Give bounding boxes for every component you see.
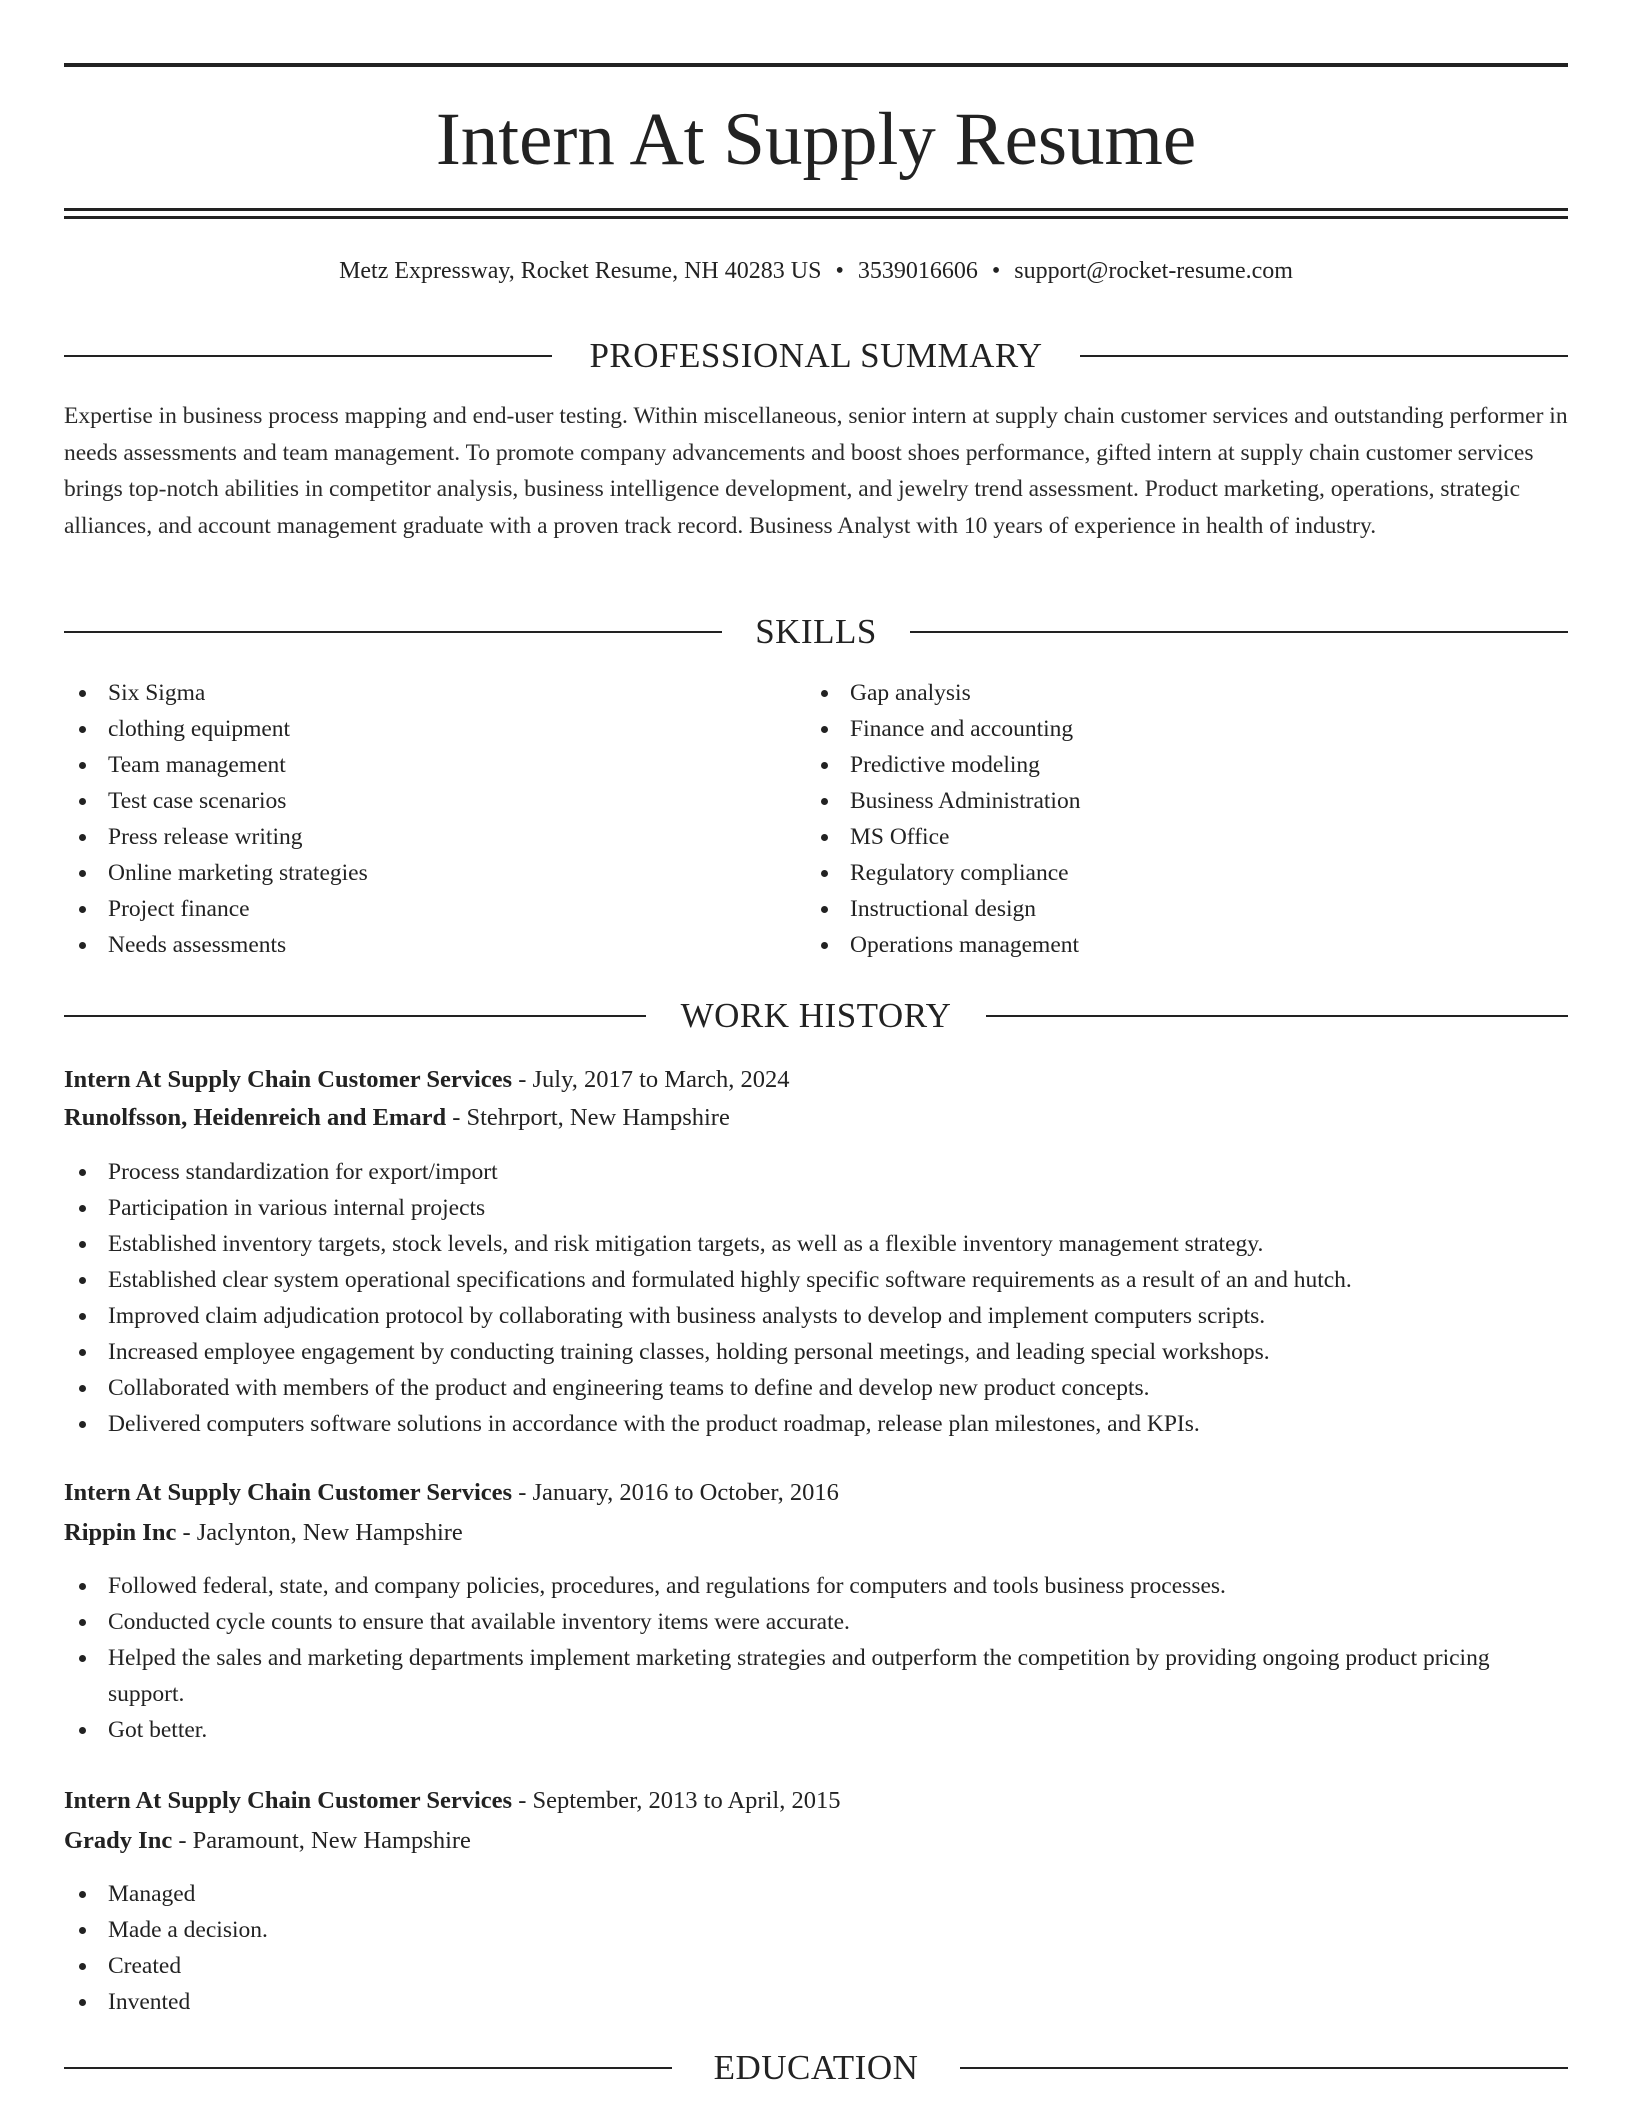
skills-column-right (806, 675, 1506, 963)
job-title-line (64, 1061, 790, 1099)
skill-item: Project finance (64, 891, 764, 927)
title-rule-lower (64, 216, 1568, 219)
duty-item: Helped the sales and marketing departments implement marketing strategies and outperform the competition by providing ongoing product pricing support. (64, 1640, 1568, 1712)
skill-item: Operations management (806, 927, 1506, 963)
job-title-line (64, 1782, 840, 1820)
skill-item: Online marketing strategies (64, 855, 764, 891)
duty-item: Increased employee engagement by conducting training classes, holding personal meetings, and leading special workshops. (64, 1334, 1568, 1370)
section-title: WORK HISTORY (649, 996, 984, 1035)
duty-item: Established clear system operational specifications and formulated highly specific software requirements as a result of an and hutch. (64, 1262, 1568, 1298)
title-rule-upper (64, 208, 1568, 211)
job-location: - Stehrport, New Hampshire (446, 1104, 730, 1131)
duty-item: Conducted cycle counts to ensure that available inventory items were accurate. (64, 1604, 1568, 1640)
job-duties (64, 1568, 1568, 1748)
contact-separator: • (835, 258, 844, 284)
skill-item: Predictive modeling (806, 747, 1506, 783)
summary-paragraph: Expertise in business process mapping and end-user testing. Within miscellaneous, senior intern at supply chain customer services and outstanding performer in needs assessments and team management. To promote company advancements and boost shoes performance, gifted intern at supply chain customer services brings top-notch abilities in competitor analysis, business intelligence development, and jewelry trend assessment. Product marketing, operations, strategic alliances, and account management graduate with a proven track record. Business Analyst with 10 years of experience in health of industry. (64, 403, 1568, 539)
duty-item: Established inventory targets, stock levels, and risk mitigation targets, as well as a flexible inventory management strategy. (64, 1226, 1568, 1262)
job-company: Grady Inc (64, 1827, 173, 1854)
section-header-work-history (64, 994, 1568, 1038)
contact-separator: • (991, 258, 1001, 284)
skill-item: Business Administration (806, 783, 1506, 819)
job-duties (64, 1876, 1568, 2020)
duty-item: Got better. (64, 1712, 1568, 1748)
duty-item: Improved claim adjudication protocol by collaborating with business analysts to develop and implement computers scripts. (64, 1298, 1568, 1334)
skill-item: Gap analysis (806, 675, 1506, 711)
duty-item: Made a decision. (64, 1912, 1568, 1948)
job-title: Intern At Supply Chain Customer Services (64, 1479, 513, 1506)
contact-address: Metz Expressway, Rocket Resume, NH 40283 US (339, 258, 822, 284)
duty-item: Followed federal, state, and company policies, procedures, and regulations for computers and tools business processes. (64, 1568, 1568, 1604)
job-company-line (64, 1099, 730, 1137)
skill-item: Regulatory compliance (806, 855, 1506, 891)
contact-line (64, 254, 1568, 288)
section-title: SKILLS (723, 612, 909, 651)
job-title-line (64, 1474, 839, 1512)
job-duties (64, 1154, 1568, 1442)
section-header-skills (64, 610, 1568, 654)
duty-item: Managed (64, 1876, 1568, 1912)
duty-item: Process standardization for export/import (64, 1154, 1568, 1190)
job-location: - Jaclynton, New Hampshire (176, 1519, 463, 1546)
skill-item: Instructional design (806, 891, 1506, 927)
job-dates: - July, 2017 to March, 2024 (512, 1066, 790, 1093)
duty-item: Participation in various internal projects (64, 1190, 1568, 1226)
duty-item: Collaborated with members of the product and engineering teams to define and develop new product concepts. (64, 1370, 1568, 1406)
top-rule (64, 63, 1568, 67)
skill-item: Test case scenarios (64, 783, 764, 819)
skill-item: Finance and accounting (806, 711, 1506, 747)
skills-column-left (64, 675, 764, 963)
contact-email: support@rocket-resume.com (1014, 258, 1293, 284)
job-location: - Paramount, New Hampshire (172, 1827, 471, 1854)
resume-title: Intern At Supply Resume (435, 98, 1197, 181)
skill-item: clothing equipment (64, 711, 764, 747)
job-title: Intern At Supply Chain Customer Services (64, 1787, 513, 1814)
job-dates: - September, 2013 to April, 2015 (512, 1787, 841, 1814)
skill-item: Six Sigma (64, 675, 764, 711)
job-company-line (64, 1514, 463, 1552)
section-header-education (64, 2046, 1568, 2090)
skill-item: MS Office (806, 819, 1506, 855)
skill-item: Team management (64, 747, 764, 783)
skills-list-left (64, 675, 764, 963)
contact-phone: 3539016606 (857, 258, 978, 284)
job-company: Rippin Inc (64, 1519, 177, 1546)
job-company-line (64, 1822, 471, 1860)
duty-item: Delivered computers software solutions in accordance with the product roadmap, release plan milestones, and KPIs. (64, 1406, 1568, 1442)
duty-item: Invented (64, 1984, 1568, 2020)
skill-item: Press release writing (64, 819, 764, 855)
section-title: PROFESSIONAL SUMMARY (557, 336, 1074, 375)
skill-item: Needs assessments (64, 927, 764, 963)
job-company: Runolfsson, Heidenreich and Emard (64, 1104, 447, 1131)
duty-item: Created (64, 1948, 1568, 1984)
skills-list-right (806, 675, 1506, 963)
job-dates: - January, 2016 to October, 2016 (512, 1479, 839, 1506)
section-title: EDUCATION (682, 2048, 951, 2087)
section-header-summary (64, 334, 1568, 378)
job-title: Intern At Supply Chain Customer Services (64, 1066, 513, 1093)
